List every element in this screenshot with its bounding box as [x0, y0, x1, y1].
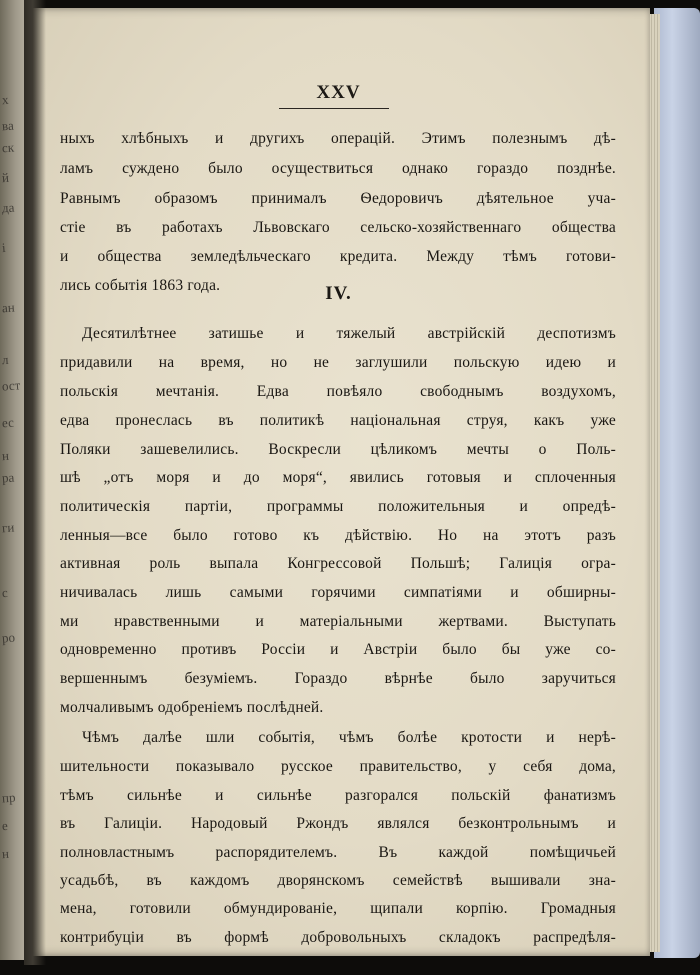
left-page-fragment: ги: [1, 519, 15, 536]
text-line: молчаливымъ одобреніемъ послѣдней.: [60, 699, 324, 716]
left-page-fragment: с: [1, 584, 9, 601]
text-line: ми нравственными и матеріальными жертвами. Выступать: [60, 613, 616, 630]
text-line: тѣмъ сильнѣе и сильнѣе разгорался польскій фанатизмъ: [60, 787, 616, 804]
text-line: лись событія 1863 года.: [60, 277, 221, 294]
left-page-fragment: ра: [1, 469, 15, 486]
text-line: ныхъ хлѣбныхъ и другихъ операцій. Этимъ полезнымъ дѣ-: [60, 130, 616, 147]
text-line: Поляки зашевелились. Воскресли цѣликомъ мечты о Поль-: [60, 441, 616, 458]
left-page-fragment: ан: [1, 299, 16, 316]
left-page-fragment: ро: [1, 629, 16, 646]
section-number: IV.: [325, 283, 352, 304]
text-line: одновременно противъ Россіи и Австріи было бы уже со-: [60, 641, 616, 658]
text-line: и общества земледѣльческаго кредита. Между тѣмъ готови-: [60, 248, 616, 265]
left-page-fragment: пр: [1, 789, 16, 806]
text-line: ленныя—все было готово къ дѣйствію. Но на этотъ разъ: [60, 527, 616, 544]
left-page-fragment: х: [1, 91, 9, 108]
left-page-fragment: е: [1, 817, 9, 834]
text-line: Чѣмъ далѣе шли событія, чѣмъ болѣе кротости и нерѣ-: [82, 729, 616, 746]
text-line: шѣ „отъ моря и до моря“, явились готовыя и сплоченныя: [60, 469, 616, 486]
book-page: [27, 8, 650, 956]
header-rule: [279, 108, 389, 109]
left-page-fragment: й: [1, 169, 10, 186]
text-line: придавили на время, но не заглушили польскую идею и: [60, 354, 616, 371]
left-page-fragment: да: [1, 199, 15, 216]
text-line: контрибуціи въ формѣ добровольныхъ складокъ распредѣля-: [60, 929, 616, 946]
text-line: Десятилѣтнее затишье и тяжелый австрійскій деспотизмъ: [82, 325, 616, 342]
book-cover-edge: [654, 8, 700, 958]
text-line: польскія мечтанія. Едва повѣяло свободнымъ воздухомъ,: [60, 383, 616, 400]
left-page-fragment: ес: [1, 414, 15, 431]
left-page-fragment: л: [1, 351, 9, 368]
text-line: вершеннымъ безуміемъ. Гораздо вѣрнѣе было заручиться: [60, 670, 616, 687]
text-line: ламъ суждено было осуществиться однако гораздо позднѣе.: [60, 160, 616, 177]
running-head: XXV: [316, 82, 361, 103]
text-line: ничивалась лишь самыми горячими симпатіями и обширны-: [60, 584, 616, 601]
left-page-fragment: н: [1, 447, 10, 464]
gutter-shadow: [24, 0, 46, 965]
text-line: едва пронеслась въ политикѣ національная струя, какъ уже: [60, 412, 616, 429]
text-line: шительности показывало русское правительство, у себя дома,: [60, 758, 616, 775]
text-line: усадьбѣ, въ каждомъ дворянскомъ семействѣ вышивали зна-: [60, 872, 616, 889]
text-line: въ Галиціи. Народовый Ржондъ являлся безконтрольнымъ и: [60, 815, 616, 832]
left-page-fragment: ост: [1, 377, 21, 394]
text-line: активная роль выпала Конгрессовой Польшѣ; Галиція огра-: [60, 555, 616, 572]
left-page-fragment: ск: [1, 139, 15, 156]
text-line: стіе въ работахъ Львовскаго сельско-хозяйственнаго общества: [60, 219, 616, 236]
left-page-fragment: н: [1, 845, 10, 862]
text-line: политическія партіи, программы положительныя и опредѣ-: [60, 498, 616, 515]
text-line: полновластнымъ распорядителемъ. Въ каждой помѣщичьей: [60, 844, 616, 861]
text-line: мена, готовили обмундированіе, щипали корпію. Громадныя: [60, 900, 616, 917]
left-page-fragment: ва: [1, 117, 15, 134]
text-line: Равнымъ образомъ принималъ Ѳедоровичъ дѣятельное уча-: [60, 190, 616, 207]
left-page-fragment: і: [1, 239, 7, 256]
